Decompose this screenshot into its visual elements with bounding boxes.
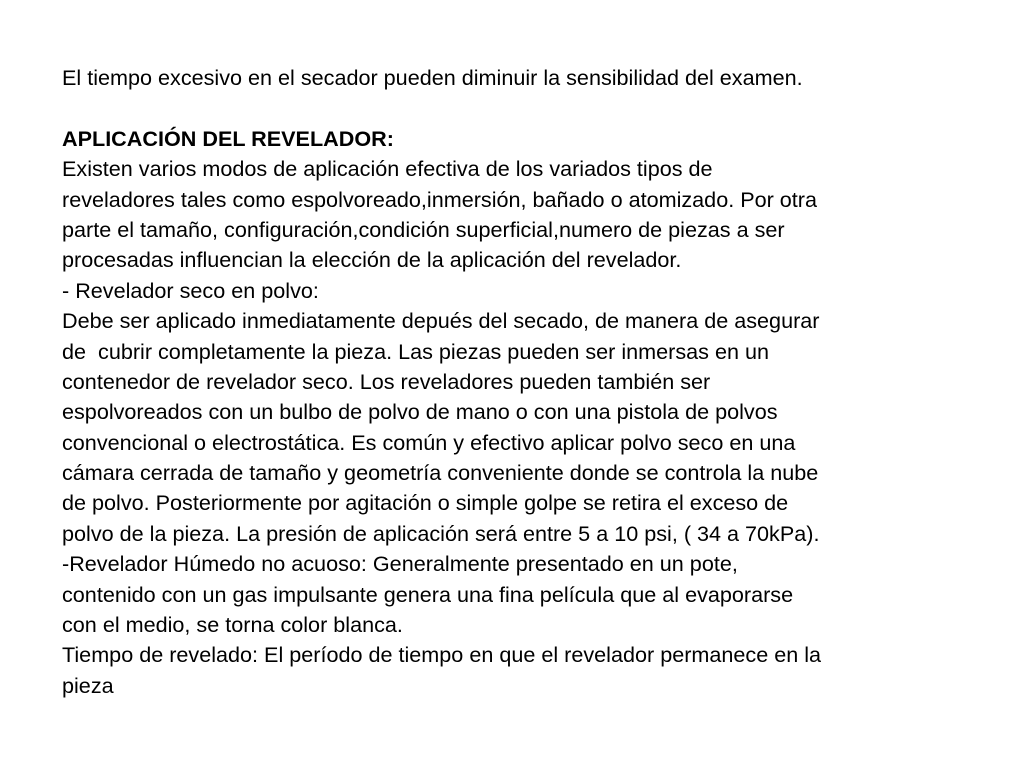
wet-developer-line: -Revelador Húmedo no acuoso: Generalmente presentado en un pote,: [62, 551, 738, 577]
paragraph-intro-line: procesadas influencian la elección de la aplicación del revelador.: [62, 247, 682, 273]
wet-developer-line: con el medio, se torna color blanca.: [62, 612, 403, 638]
paragraph-intro-line: reveladores tales como espolvoreado,inmersión, bañado o atomizado. Por otra: [62, 186, 818, 212]
slide-text-body: [62, 63, 982, 701]
blank-line: [62, 93, 982, 123]
dry-developer-line: polvo de la pieza. La presión de aplicación será entre 5 a 10 psi, ( 34 a 70kPa).: [62, 520, 820, 546]
intro-line: El tiempo excesivo en el secador pueden diminuir la sensibilidad del examen.: [62, 65, 803, 90]
dry-developer-line: de cubrir completamente la pieza. Las piezas pueden ser inmersas en un: [62, 338, 769, 364]
dry-developer-line: Debe ser aplicado inmediatamente depués del secado, de manera de asegurar: [62, 308, 820, 334]
dry-developer-line: contenedor de revelador seco. Los reveladores pueden también ser: [62, 368, 711, 394]
paragraph-intro-line: Existen varios modos de aplicación efectiva de los variados tipos de: [62, 156, 713, 182]
development-time-line: pieza: [62, 672, 114, 698]
dry-developer-line: espolvoreados con un bulbo de polvo de mano o con una pistola de polvos: [62, 399, 778, 425]
dry-developer-title: - Revelador seco en polvo:: [62, 277, 319, 303]
dry-developer-line: cámara cerrada de tamaño y geometría conveniente donde se controla la nube: [62, 460, 819, 486]
paragraph-intro-line: parte el tamaño, configuración,condición superficial,numero de piezas a ser: [62, 216, 785, 242]
wet-developer-line: contenido con un gas impulsante genera una fina película que al evaporarse: [62, 581, 794, 607]
development-time-line: Tiempo de revelado: El período de tiempo en que el revelador permanece en la: [62, 642, 822, 668]
section-heading: APLICACIÓN DEL REVELADOR:: [62, 125, 394, 151]
dry-developer-line: convencional o electrostática. Es común y efectivo aplicar polvo seco en una: [62, 429, 796, 455]
dry-developer-line: de polvo. Posteriormente por agitación o simple golpe se retira el exceso de: [62, 490, 789, 516]
